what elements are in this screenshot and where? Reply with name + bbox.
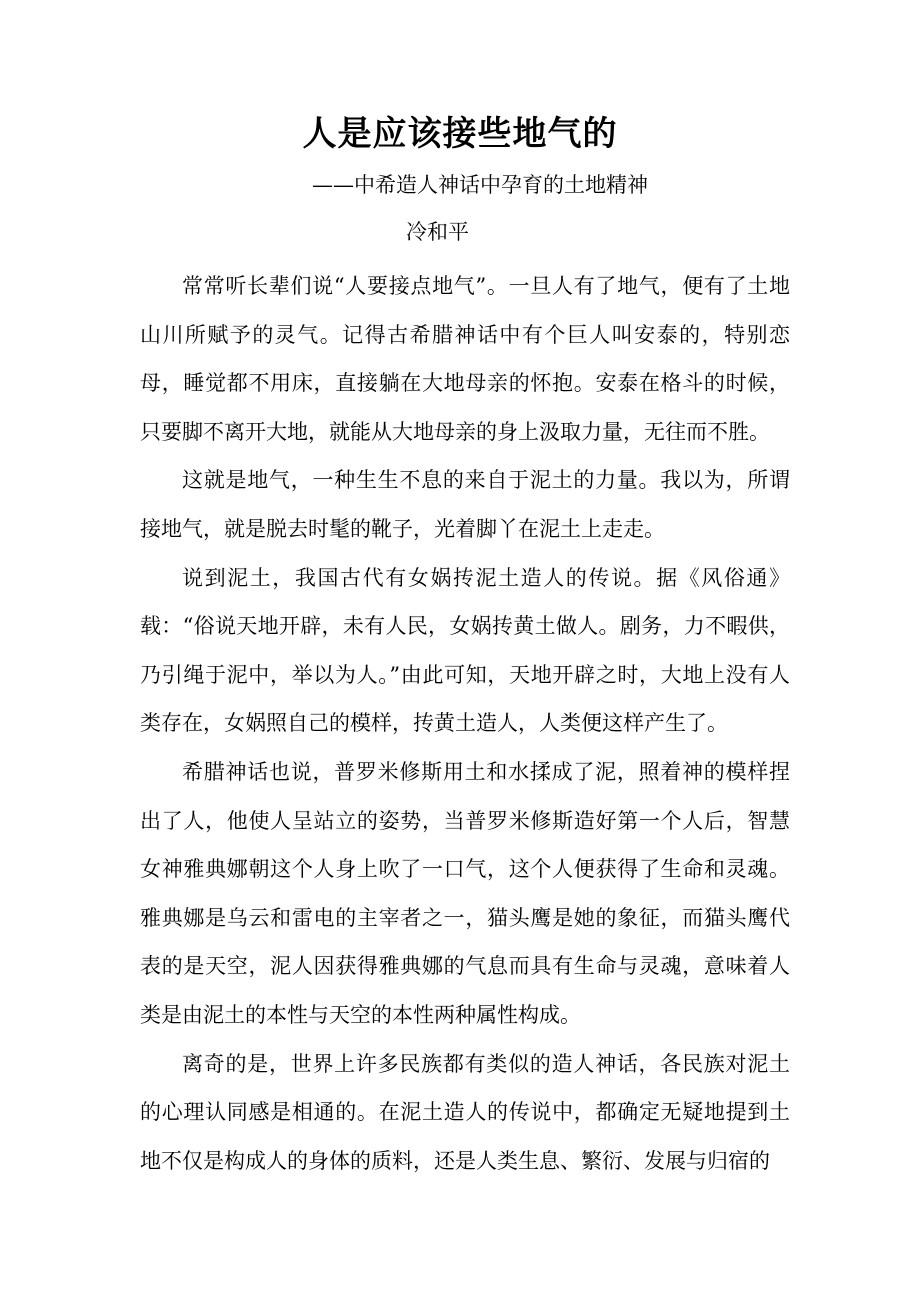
author-name: 冷和平 bbox=[406, 220, 469, 244]
page-subtitle: ——中希造人神话中孕育的土地精神 bbox=[312, 173, 648, 197]
article-body bbox=[140, 262, 790, 1185]
paragraph: 这就是地气，一种生生不息的来自于泥土的力量。我以为，所谓接地气，就是脱去时髦的靴子，光着脚丫在泥土上走走。 bbox=[140, 468, 790, 541]
page-title: 人是应该接些地气的 bbox=[302, 114, 618, 154]
paragraph: 离奇的是，世界上许多民族都有类似的造人神话，各民族对泥土的心理认同感是相通的。在泥土造人的传说中，都确定无疑地提到土地不仅是构成人的身体的质料，还是人类生息、繁衍、发展与归宿的 bbox=[140, 1051, 790, 1173]
paragraph: 常常听长辈们说“人要接点地气”。一旦人有了地气，便有了土地山川所赋予的灵气。记得古希腊神话中有个巨人叫安泰的，特别恋母，睡觉都不用床，直接躺在大地母亲的怀抱。安泰在格斗的时候，只要脚不离开大地，就能从大地母亲的身上汲取力量，无往而不胜。 bbox=[140, 274, 790, 444]
paragraph: 说到泥土，我国古代有女娲抟泥土造人的传说。据《风俗通》载：“俗说天地开辟，未有人民，女娲抟黄土做人。剧务，力不暇供，乃引绳于泥中，举以为人。”由此可知，天地开辟之时，大地上没有人类存在，女娲照自己的模样，抟黄土造人，人类便这样产生了。 bbox=[140, 565, 790, 736]
paragraph: 希腊神话也说，普罗米修斯用土和水揉成了泥，照着神的模样捏出了人，他使人呈站立的姿势，当普罗米修斯造好第一个人后，智慧女神雅典娜朝这个人身上吹了一口气，这个人便获得了生命和灵魂。雅典娜是乌云和雷电的主宰者之一，猫头鹰是她的象征，而猫头鹰代表的是天空，泥人因获得雅典娜的气息而具有生命与灵魂，意味着人类是由泥土的本性与天空的本性两种属性构成。 bbox=[140, 759, 790, 1027]
